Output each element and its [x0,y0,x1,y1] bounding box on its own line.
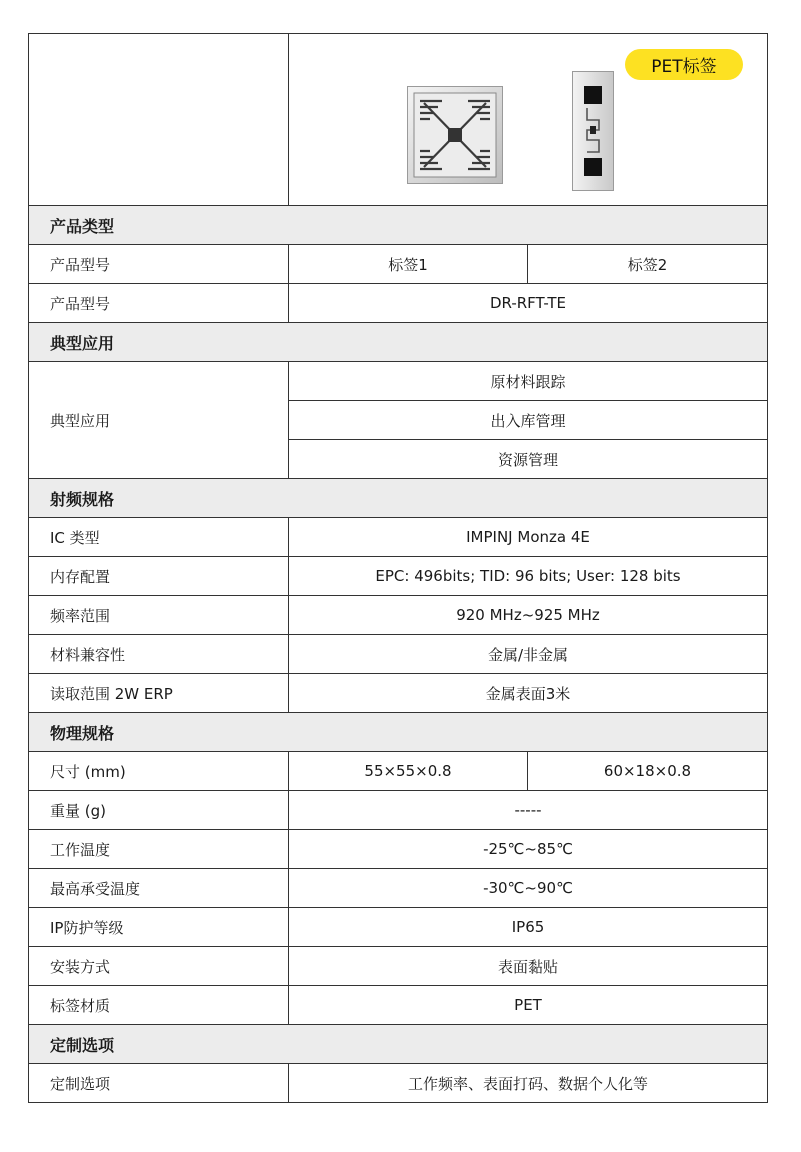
image-row-empty-cell [29,34,289,206]
row-label: IP防护等级 [29,908,289,947]
row-value: EPC: 496bits; TID: 96 bits; User: 128 bits [289,557,768,596]
row-label: 尺寸 (mm) [29,752,289,791]
table-row [29,986,768,1025]
spec-table [28,33,768,1103]
row-label: 材料兼容性 [29,635,289,674]
row-value: DR-RFT-TE [289,284,768,323]
app-item: 出入库管理 [289,401,768,440]
table-row [29,518,768,557]
table-row [29,908,768,947]
row-value: IMPINJ Monza 4E [289,518,768,557]
size-tag1: 55×55×0.8 [289,752,528,791]
section-custom [29,1025,768,1064]
section-title: 典型应用 [29,323,768,362]
app-item: 资源管理 [289,440,768,479]
row-label: 读取范围 2W ERP [29,674,289,713]
row-value: PET [289,986,768,1025]
app-item: 原材料跟踪 [289,362,768,401]
table-row [29,674,768,713]
size-tag2: 60×18×0.8 [528,752,768,791]
tag1-header: 标签1 [289,245,528,284]
row-value: 表面黏贴 [289,947,768,986]
product-images-cell [289,34,768,206]
row-label: 最高承受温度 [29,869,289,908]
image-row [29,34,768,206]
table-row [29,830,768,869]
section-title: 射频规格 [29,479,768,518]
table-row [29,791,768,830]
row-label: IC 类型 [29,518,289,557]
row-label: 产品型号 [29,284,289,323]
table-row [29,284,768,323]
row-label: 定制选项 [29,1064,289,1103]
row-label: 重量 (g) [29,791,289,830]
row-value: 工作频率、表面打码、数据个人化等 [289,1064,768,1103]
row-value: ----- [289,791,768,830]
section-product-type [29,206,768,245]
row-label: 典型应用 [29,362,289,479]
row-value: IP65 [289,908,768,947]
row-value: 920 MHz~925 MHz [289,596,768,635]
table-row [29,947,768,986]
table-row [29,245,768,284]
spec-sheet [28,33,767,1103]
section-rf-spec [29,479,768,518]
section-title: 产品类型 [29,206,768,245]
row-label: 工作温度 [29,830,289,869]
table-row [29,1064,768,1103]
section-title: 物理规格 [29,713,768,752]
table-row [29,869,768,908]
pet-tag-badge: PET标签 [625,49,743,80]
table-row [29,635,768,674]
row-label: 产品型号 [29,245,289,284]
section-title: 定制选项 [29,1025,768,1064]
row-label: 内存配置 [29,557,289,596]
section-physical-spec [29,713,768,752]
table-row [29,362,768,401]
row-value: 金属/非金属 [289,635,768,674]
row-label: 标签材质 [29,986,289,1025]
tag2-image [572,71,614,191]
row-label: 频率范围 [29,596,289,635]
table-row [29,557,768,596]
row-value: 金属表面3米 [289,674,768,713]
tag2-header: 标签2 [528,245,768,284]
row-value: -30℃~90℃ [289,869,768,908]
row-value: -25℃~85℃ [289,830,768,869]
tag1-image [407,86,503,184]
table-row [29,596,768,635]
section-typical-app [29,323,768,362]
table-row [29,752,768,791]
row-label: 安装方式 [29,947,289,986]
